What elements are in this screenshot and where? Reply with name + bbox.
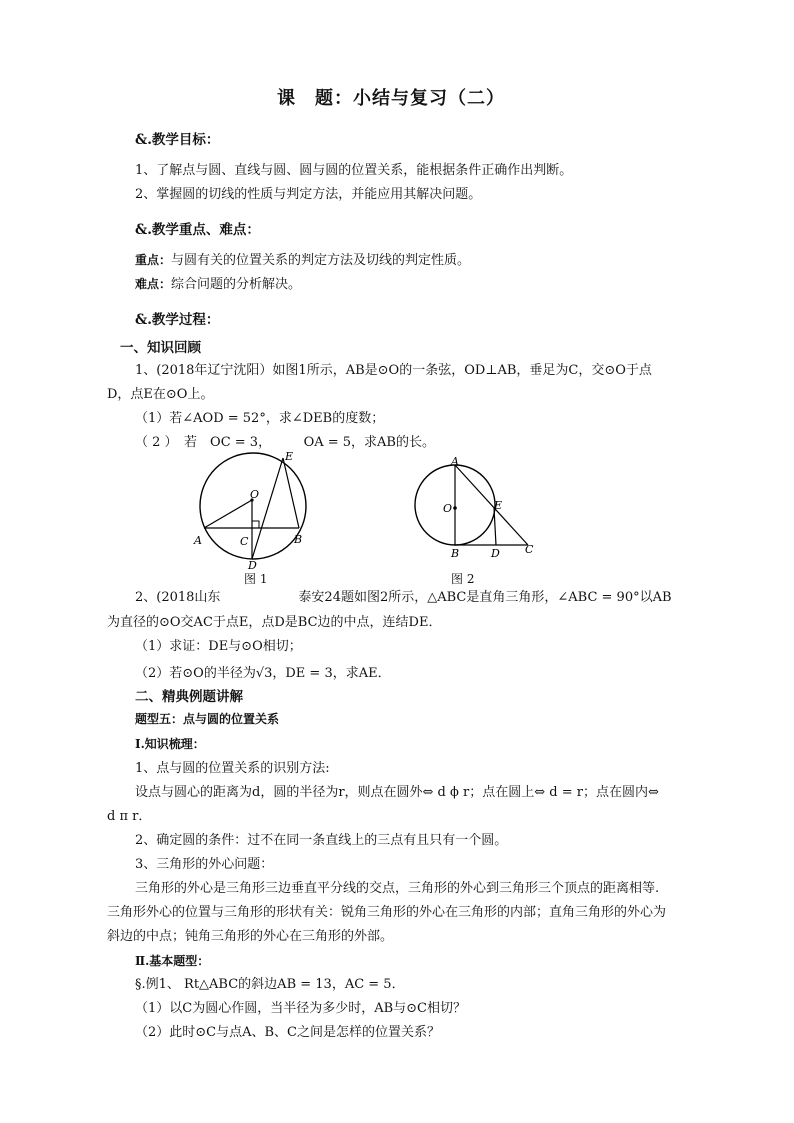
- right-angle-mark: [252, 521, 259, 528]
- q2-line2: 为直径的⊙O交AC于点E，点D是BC边的中点，连结DE．: [107, 615, 442, 630]
- hypotenuse-ac: [455, 465, 528, 545]
- fig1-label-a: A: [194, 534, 202, 547]
- goals-heading: &.教学目标：: [135, 132, 220, 148]
- figure-2: [437, 453, 547, 561]
- section-examples: 二、精典例题讲解: [135, 689, 243, 705]
- section-review: 一、知识回顾: [120, 340, 201, 356]
- knowledge-3-line1: 三角形的外心是三角形三边垂直平分线的交点，三角形的外心到三角形三个顶点的距离相等.: [135, 881, 660, 896]
- q1-part2: （ 2 ） 若 OC = 3， OA = 5，求AB的长。: [135, 435, 435, 450]
- radius-oa: [204, 500, 252, 528]
- circle-o: [200, 453, 306, 559]
- knowledge-3-line2: 三角形外心的位置与三角形的形状有关：锐角三角形的外心在三角形的内部；直角三角形的外心为: [107, 905, 667, 920]
- fig1-label-o: O: [250, 488, 260, 501]
- difficult-point: [135, 275, 301, 294]
- figure-1-caption: 图 1: [244, 572, 268, 586]
- fig1-label-c: C: [240, 535, 249, 548]
- knowledge-2: 2、确定圆的条件：过不在同一条直线上的三点有且只有一个圆。: [135, 833, 508, 848]
- type5-heading: 题型五：点与圆的位置关系: [135, 712, 280, 726]
- knowledge-1: 1、点与圆的位置关系的识别方法:: [135, 761, 330, 776]
- key-point-text: 与圆有关的位置关系的判定方法及切线的判定性质。: [171, 253, 471, 268]
- example-1-part1: （1）以C为圆心作圆，当半径为多少时，AB与⊙C相切？: [135, 1001, 466, 1016]
- example-1-part2: （2）此时⊙C与点A、B、C之间是怎样的位置关系？: [135, 1025, 440, 1040]
- fig1-label-e: E: [285, 450, 294, 463]
- figure-2-caption: 图 2: [451, 572, 475, 586]
- knowledge-heading: Ⅰ.知识梳理：: [135, 737, 205, 751]
- knowledge-1-line2: d π r．: [107, 809, 152, 824]
- knowledge-3-line3: 斜边的中点；钝角三角形的外心在三角形的外部。: [107, 929, 394, 944]
- q1-line1: 1、(2018年辽宁沈阳）如图1所示，AB是⊙O的一条弦，OD⊥AB，垂足为C，交⊙O于点: [135, 363, 652, 378]
- difficult-point-label: 难点：: [135, 277, 172, 291]
- difficult-point-text: 综合问题的分析解决。: [171, 277, 302, 292]
- q1-line2: D，点E在⊙O上。: [107, 387, 214, 402]
- basic-types-heading: Ⅱ.基本题型：: [135, 954, 210, 968]
- fig1-label-b: B: [294, 533, 303, 546]
- focus-heading: &.教学重点、难点：: [135, 222, 260, 238]
- center-dot: [453, 506, 457, 510]
- knowledge-1-line1: 设点与圆心的距离为d，圆的半径为r，则点在圆外⇔ d ϕ r；点在圆上⇔ d = r；点在圆内⇔: [135, 785, 659, 800]
- knowledge-3: 3、三角形的外心问题：: [135, 857, 274, 872]
- goal-item: 1、了解点与圆、直线与圆、圆与圆的位置关系，能根据条件正确作出判断。: [135, 163, 573, 178]
- key-point: [135, 251, 470, 270]
- process-heading: &.教学过程：: [135, 312, 220, 328]
- example-1: §.例1、 Rt△ABC的斜边AB = 13，AC = 5．: [135, 977, 405, 992]
- q2-part1: （1）求证：DE与⊙O相切；: [135, 639, 302, 654]
- segment-de: [252, 458, 283, 559]
- fig2-label-o: O: [443, 502, 453, 515]
- segment-de: [494, 508, 496, 545]
- q2-part2: （2）若⊙O的半径为√3，DE = 3，求AE．: [135, 666, 391, 681]
- goal-item: 2、掌握圆的切线的性质与判定方法，并能应用其解决问题。: [135, 187, 482, 202]
- page-title: 课 题：小结与复习（二）: [277, 88, 505, 109]
- q2-line1: 2、(2018山东 泰安24题如图2所示，△ABC是直角三角形，∠ABC = 90°以AB: [135, 590, 672, 605]
- fig2-label-b: B: [451, 547, 460, 560]
- fig2-label-e: E: [494, 499, 503, 512]
- key-point-label: 重点：: [135, 253, 172, 267]
- fig2-label-d: D: [491, 547, 500, 560]
- fig1-label-d: D: [248, 559, 257, 572]
- fig2-label-c: C: [525, 543, 534, 556]
- figure-1: [195, 448, 320, 570]
- q1-part1: （1）若∠AOD = 52°，求∠DEB的度数；: [135, 411, 385, 426]
- fig2-label-a: A: [451, 455, 459, 468]
